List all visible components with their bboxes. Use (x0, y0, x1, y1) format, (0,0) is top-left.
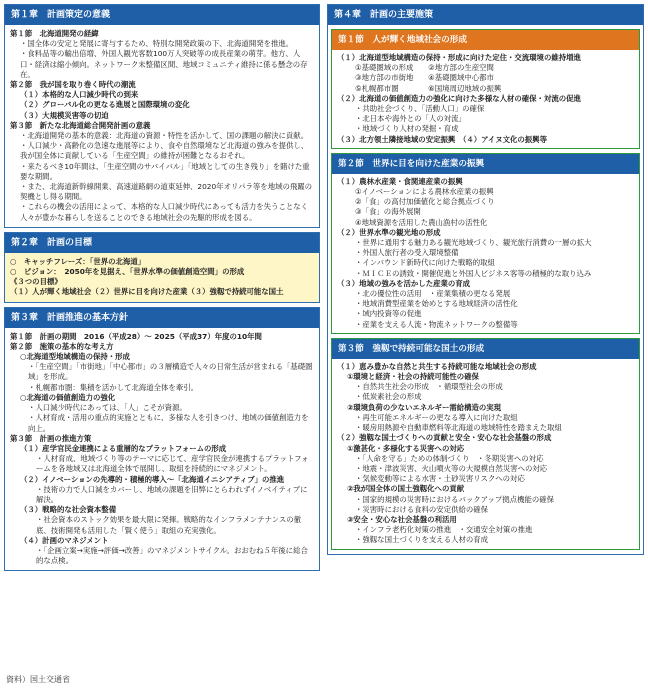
text-line: ・共助社会づくり、「活動人口」の確保 (355, 104, 485, 114)
text-line: ②我が国全体の国土強靱化への貢献 (347, 484, 465, 494)
chapter-3-body (5, 328, 319, 571)
text-line: 第２節 施策の基本的な考え方 (10, 341, 114, 351)
text-line: ・社会資本のストック効果を最大限に発揮。戦略的なインフラメンテナンスの徹底、技術開発も活用した「賢く使う」取組の充実強化。 (36, 515, 302, 535)
text-line: ・国全体の安定と発展に寄与するため、特別な開発政策の下、北海道開発を推進。 (20, 39, 294, 49)
text-line: ①基礎圏域の形成 ②地方部の生産空間 (355, 63, 494, 73)
text-line: ・世界に通用する魅力ある観光地域づくり、観光旅行消費の一層の拡大 (355, 238, 592, 248)
text-line: ②「食」の高付加価値化と総合拠点づくり (355, 197, 495, 207)
text-line: ・北海道開発の基本的意義：北海道の資源・特性を活かして、国の課題の解決に貢献。 (20, 131, 309, 141)
text-line: ・インフラ老朽化対策の推進 ・交通安全対策の推進 (355, 525, 533, 535)
chapter-4-box (327, 4, 644, 555)
section-2-body (332, 174, 639, 333)
chapter-3-title: 第３章 計画推進の基本方針 (5, 308, 319, 328)
text-line: （４）計画のマネジメント (20, 535, 109, 545)
text-line: ・国家的規模の災害時におけるバックアップ拠点機能の確保 (355, 494, 555, 504)
text-line: ・人材育成、地域づくり等のテーマに応じて、産学官民金が連携するプラットフォームを各地域又は北海道全体で展開し、取組を持続的にマネジメント。 (36, 454, 309, 474)
section-3-box (331, 338, 640, 550)
text-line: （２）強靱な国土づくりへの貢献と安全・安心な社会基盤の形成 (337, 433, 552, 443)
section-1-body (332, 50, 639, 148)
text-line: ・強靱な国土づくりを支える人材の育成 (355, 535, 489, 545)
text-line: ・災害時における食料の安定供給の確保 (355, 504, 489, 514)
text-line: （１）北海道型地域構造の保持・形成に向けた定住・交流環境の維持増進 (337, 53, 581, 62)
text-line: ・暖房用熱源や自動車燃料等北海道の地域特性を踏まえた取組 (355, 423, 562, 433)
chapter-2-body (5, 253, 319, 302)
text-line: ・「生産空間」「市街地」「中心都市」の３層構造で人々の日常生活が営まれる「基礎圏域」を形成。 (28, 362, 313, 382)
text-line: ・地震・津波災害、火山噴火等の大規模自然災害への対応 (355, 463, 548, 473)
section-1-title: 第１節 人が輝く地域社会の形成 (332, 30, 639, 50)
text-line: ・「企画立案→実施→評価→改善」のマネジメントサイクル。おおむね５年後に総合的な点検。 (36, 545, 308, 566)
text-line: （２）イノベーションの先導的・積極的導入～「北海道イニシアティブ」の推進 (20, 474, 285, 484)
text-line: ・自然共生社会の形成 ・循環型社会の形成 (355, 382, 503, 392)
text-line: （３）戦略的な社会資本整備 (20, 505, 117, 515)
text-line: ・地域消費型産業を始めとする地域経済の活性化 (355, 299, 518, 309)
text-line: ・再生可能エネルギーの更なる導入に向けた取組 (355, 412, 518, 422)
text-line: 第１節 計画の期間 2016（平成28）～ 2025（平成37）年度の10年間 (10, 331, 262, 341)
text-line: ④地域資源を活用した農山漁村の活性化 (355, 217, 488, 227)
text-line: （１）農林水産業・食関連産業の振興 (337, 176, 463, 186)
text-line: （２）世界水準の観光地の形成 (337, 227, 441, 237)
text-line: ・外国人旅行者の受入環境整備 (355, 248, 459, 258)
left-column (4, 4, 320, 575)
text-line: ①イノベーションによる農林水産業の振興 (355, 187, 494, 197)
text-line: ・これらの機会の活用によって、本格的な人口減少時代にあっても活力を失うことなく人々が豊かな暮らしを送ることのできる地域社会の先駆的形成を図る。 (20, 202, 309, 222)
text-line: 第３節 計画の推進方策 (10, 433, 92, 443)
text-line: ③安全・安心な社会基盤の利活用 (347, 514, 457, 524)
text-line: ○北海道型地域構造の保持・形成 (20, 352, 130, 362)
text-line: ①激甚化・多様化する災害への対応 (347, 443, 465, 453)
text-line: ・北日本や海外との「人の対流」 (355, 114, 466, 124)
text-line: ・来たるべき10年間は、「生産空間のサバイバル」「地域としての生き残り」を賭けた重要な期間。 (20, 161, 310, 181)
text-line: 第３節 新たな北海道総合開発計画の意義 (10, 120, 151, 130)
text-line: ・気候変動等による水害・土砂災害リスクへの対応 (355, 474, 525, 484)
text-line: 第１節 北海道開発の経緯 (10, 29, 99, 38)
text-line: ・低炭素社会の形成 (355, 392, 422, 402)
text-line: （１）人が輝く地域社会（２）世界に目を向けた産業（３）強靱で持続可能な国土 (10, 287, 284, 297)
chapter-1-title: 第１章 計画策定の意義 (5, 5, 319, 25)
chapter-4-title: 第４章 計画の主要施策 (328, 5, 643, 25)
text-line: （３）大規模災害等の切迫 (20, 110, 109, 120)
text-line: （１）恵み豊かな自然と共生する持続可能な地域社会の形成 (337, 361, 537, 371)
section-3-title: 第３節 強靱で持続可能な国土の形成 (332, 339, 639, 359)
text-line: （１）本格的な人口減少時代の到来 (20, 90, 139, 100)
text-line: ・域内投資等の促進 (355, 309, 422, 319)
text-line: ○ ビジョン： 2050年を見据え、「世界水準の価値創造空間」の形成 (10, 267, 245, 277)
chapter-1-box (4, 4, 320, 228)
chapter-1-body (5, 25, 319, 227)
chapter-2-title: 第２章 計画の目標 (5, 233, 319, 253)
text-line: ・食料品等の輸出倍増、外国人観光客数100万人突破等の成長産業の萌芽。他方、人口・経済は縮小傾向。ネットワーク未整備区間、地域コミュニティ維持に係る懸念の存在。 (20, 49, 308, 79)
right-column (327, 4, 644, 559)
text-line: ・札幌都市圏：集積を活かして北海道全体を牽引。 (28, 382, 198, 392)
text-line: ○北海道の価値創造力の強化 (20, 392, 116, 402)
text-line: ・人口減少・高齢化の急速な進展等により、食や自然環境など北海道の強みを提供し、我が国全体に貢献している「生産空間」の維持が困難となるおそれ。 (20, 141, 309, 161)
text-line: ・北の優位性の活用 ・産業集積の更なる発展 (355, 289, 511, 299)
text-line: ○ キャッチフレーズ：「世界の北海道」 (10, 256, 146, 266)
text-line: （３）北方領土隣接地域の安定振興 （４）アイヌ文化の振興等 (337, 134, 547, 144)
section-2-title: 第２節 世界に目を向けた産業の振興 (332, 154, 639, 174)
text-line: ⑤札幌都市圏 ⑥国境周辺地域の振興 (355, 83, 502, 93)
text-line: ・地域づくり人材の発掘・育成 (355, 124, 459, 134)
text-line: ②環境負荷の少ないエネルギー需給構造の実現 (347, 402, 502, 412)
text-line: ・「人命を守る」ための体制づくり ・冬期災害への対応 (355, 453, 544, 463)
text-line: ・また、北海道新幹線開業、高速道路網の道東延伸、2020年オリパラ等を地域の飛躍の契機とし得る期間。 (20, 182, 313, 202)
text-line: （２）北海道の価値創造力の強化に向けた多様な人材の確保・対流の促進 (337, 93, 581, 103)
chapter-2-box (4, 232, 320, 303)
text-line: ・技術の力で人口減をカバーし、地域の課題を旧弊にとらわれずイノベイティブに解決。 (36, 484, 308, 504)
text-line: ③地方部の市街地 ④基礎圏域中心都市 (355, 73, 494, 83)
text-line: （１）産学官民金連携による重層的なプラットフォームの形成 (20, 443, 227, 453)
section-1-box (331, 29, 640, 149)
source-note: 資料）国土交通省 (6, 675, 70, 684)
text-line: （２）グローバル化の更なる進展と国際環境の変化 (20, 100, 190, 110)
text-line: ・人材育成・活用の重点的実施とともに、多様な人を引きつけ、地域の価値創造力を向上。 (28, 413, 309, 433)
text-line: ・産業を支える人流・物流ネットワークの整備等 (355, 319, 518, 329)
text-line: 第２節 我が国を取り巻く時代の潮流 (10, 80, 136, 90)
text-line: （３）地域の強みを活かした産業の育成 (337, 278, 471, 288)
section-3-body (332, 359, 639, 549)
text-line: ③「食」の海外展開 (355, 207, 421, 217)
text-line: ・インバウンド新時代に向けた戦略的取組 (355, 258, 495, 268)
text-line: 《３つの目標》 (10, 277, 62, 287)
text-line: ①環境と経済・社会の持続可能性の確保 (347, 372, 479, 382)
text-line: ・人口減少時代にあっては、「人」こそが資源。 (28, 403, 187, 413)
section-2-box (331, 153, 640, 334)
chapter-3-box (4, 307, 320, 572)
text-line: ・ＭＩＣＥの誘致・開催促進と外国人ビジネス客等の積極的な取り込み (355, 268, 592, 278)
